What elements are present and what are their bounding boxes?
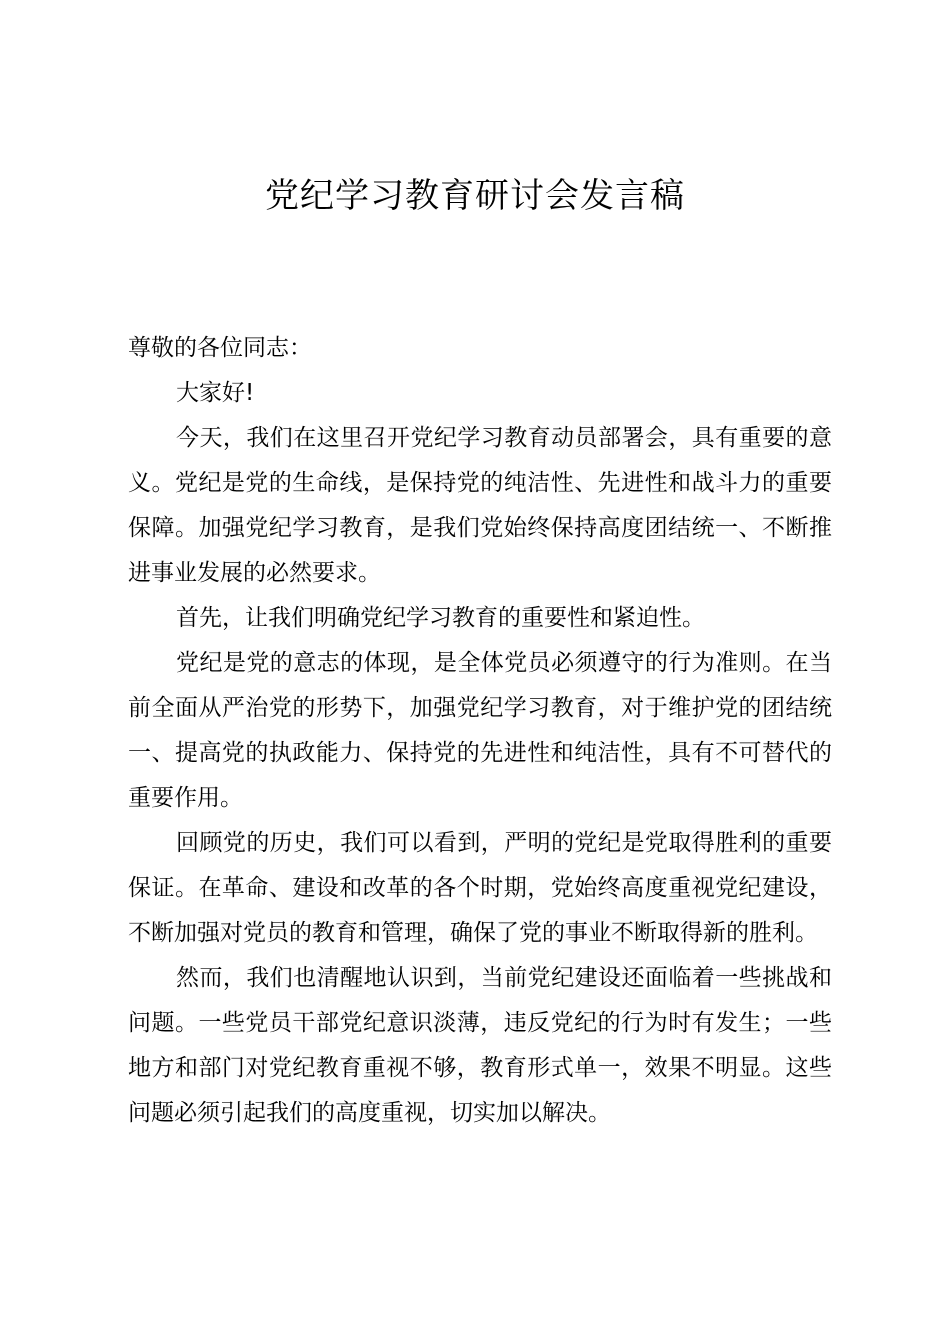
paragraph-history: 回顾党的历史，我们可以看到，严明的党纪是党取得胜利的重要保证。在革命、建设和改革的各个时期，党始终高度重视党纪建设，不断加强对党员的教育和管理，确保了党的事业不断取得新的胜利。 [128, 830, 832, 946]
paragraph-challenges: 然而，我们也清醒地认识到，当前党纪建设还面临着一些挑战和问题。一些党员干部党纪意识淡薄，违反党纪的行为时有发生；一些地方和部门对党纪教育重视不够，教育形式单一，效果不明显。这些问题必须引起我们的高度重视，切实加以解决。 [128, 965, 832, 1126]
document-body [128, 326, 832, 1136]
salutation: 尊敬的各位同志： [128, 335, 312, 361]
paragraph-intro: 今天，我们在这里召开党纪学习教育动员部署会，具有重要的意义。党纪是党的生命线，是保持党的纯洁性、先进性和战斗力的重要保障。加强党纪学习教育，是我们党始终保持高度团结统一、不断推进事业发展的必然要求。 [128, 425, 832, 586]
paragraph-discipline-definition: 党纪是党的意志的体现，是全体党员必须遵守的行为准则。在当前全面从严治党的形势下，加强党纪学习教育，对于维护党的团结统一、提高党的执政能力、保持党的先进性和纯洁性，具有不可替代的重要作用。 [128, 650, 832, 811]
document-title: 党纪学习教育研讨会发言稿 [265, 176, 685, 216]
paragraph-greeting: 大家好! [176, 380, 255, 406]
paragraph-first-point: 首先，让我们明确党纪学习教育的重要性和紧迫性。 [176, 605, 705, 631]
